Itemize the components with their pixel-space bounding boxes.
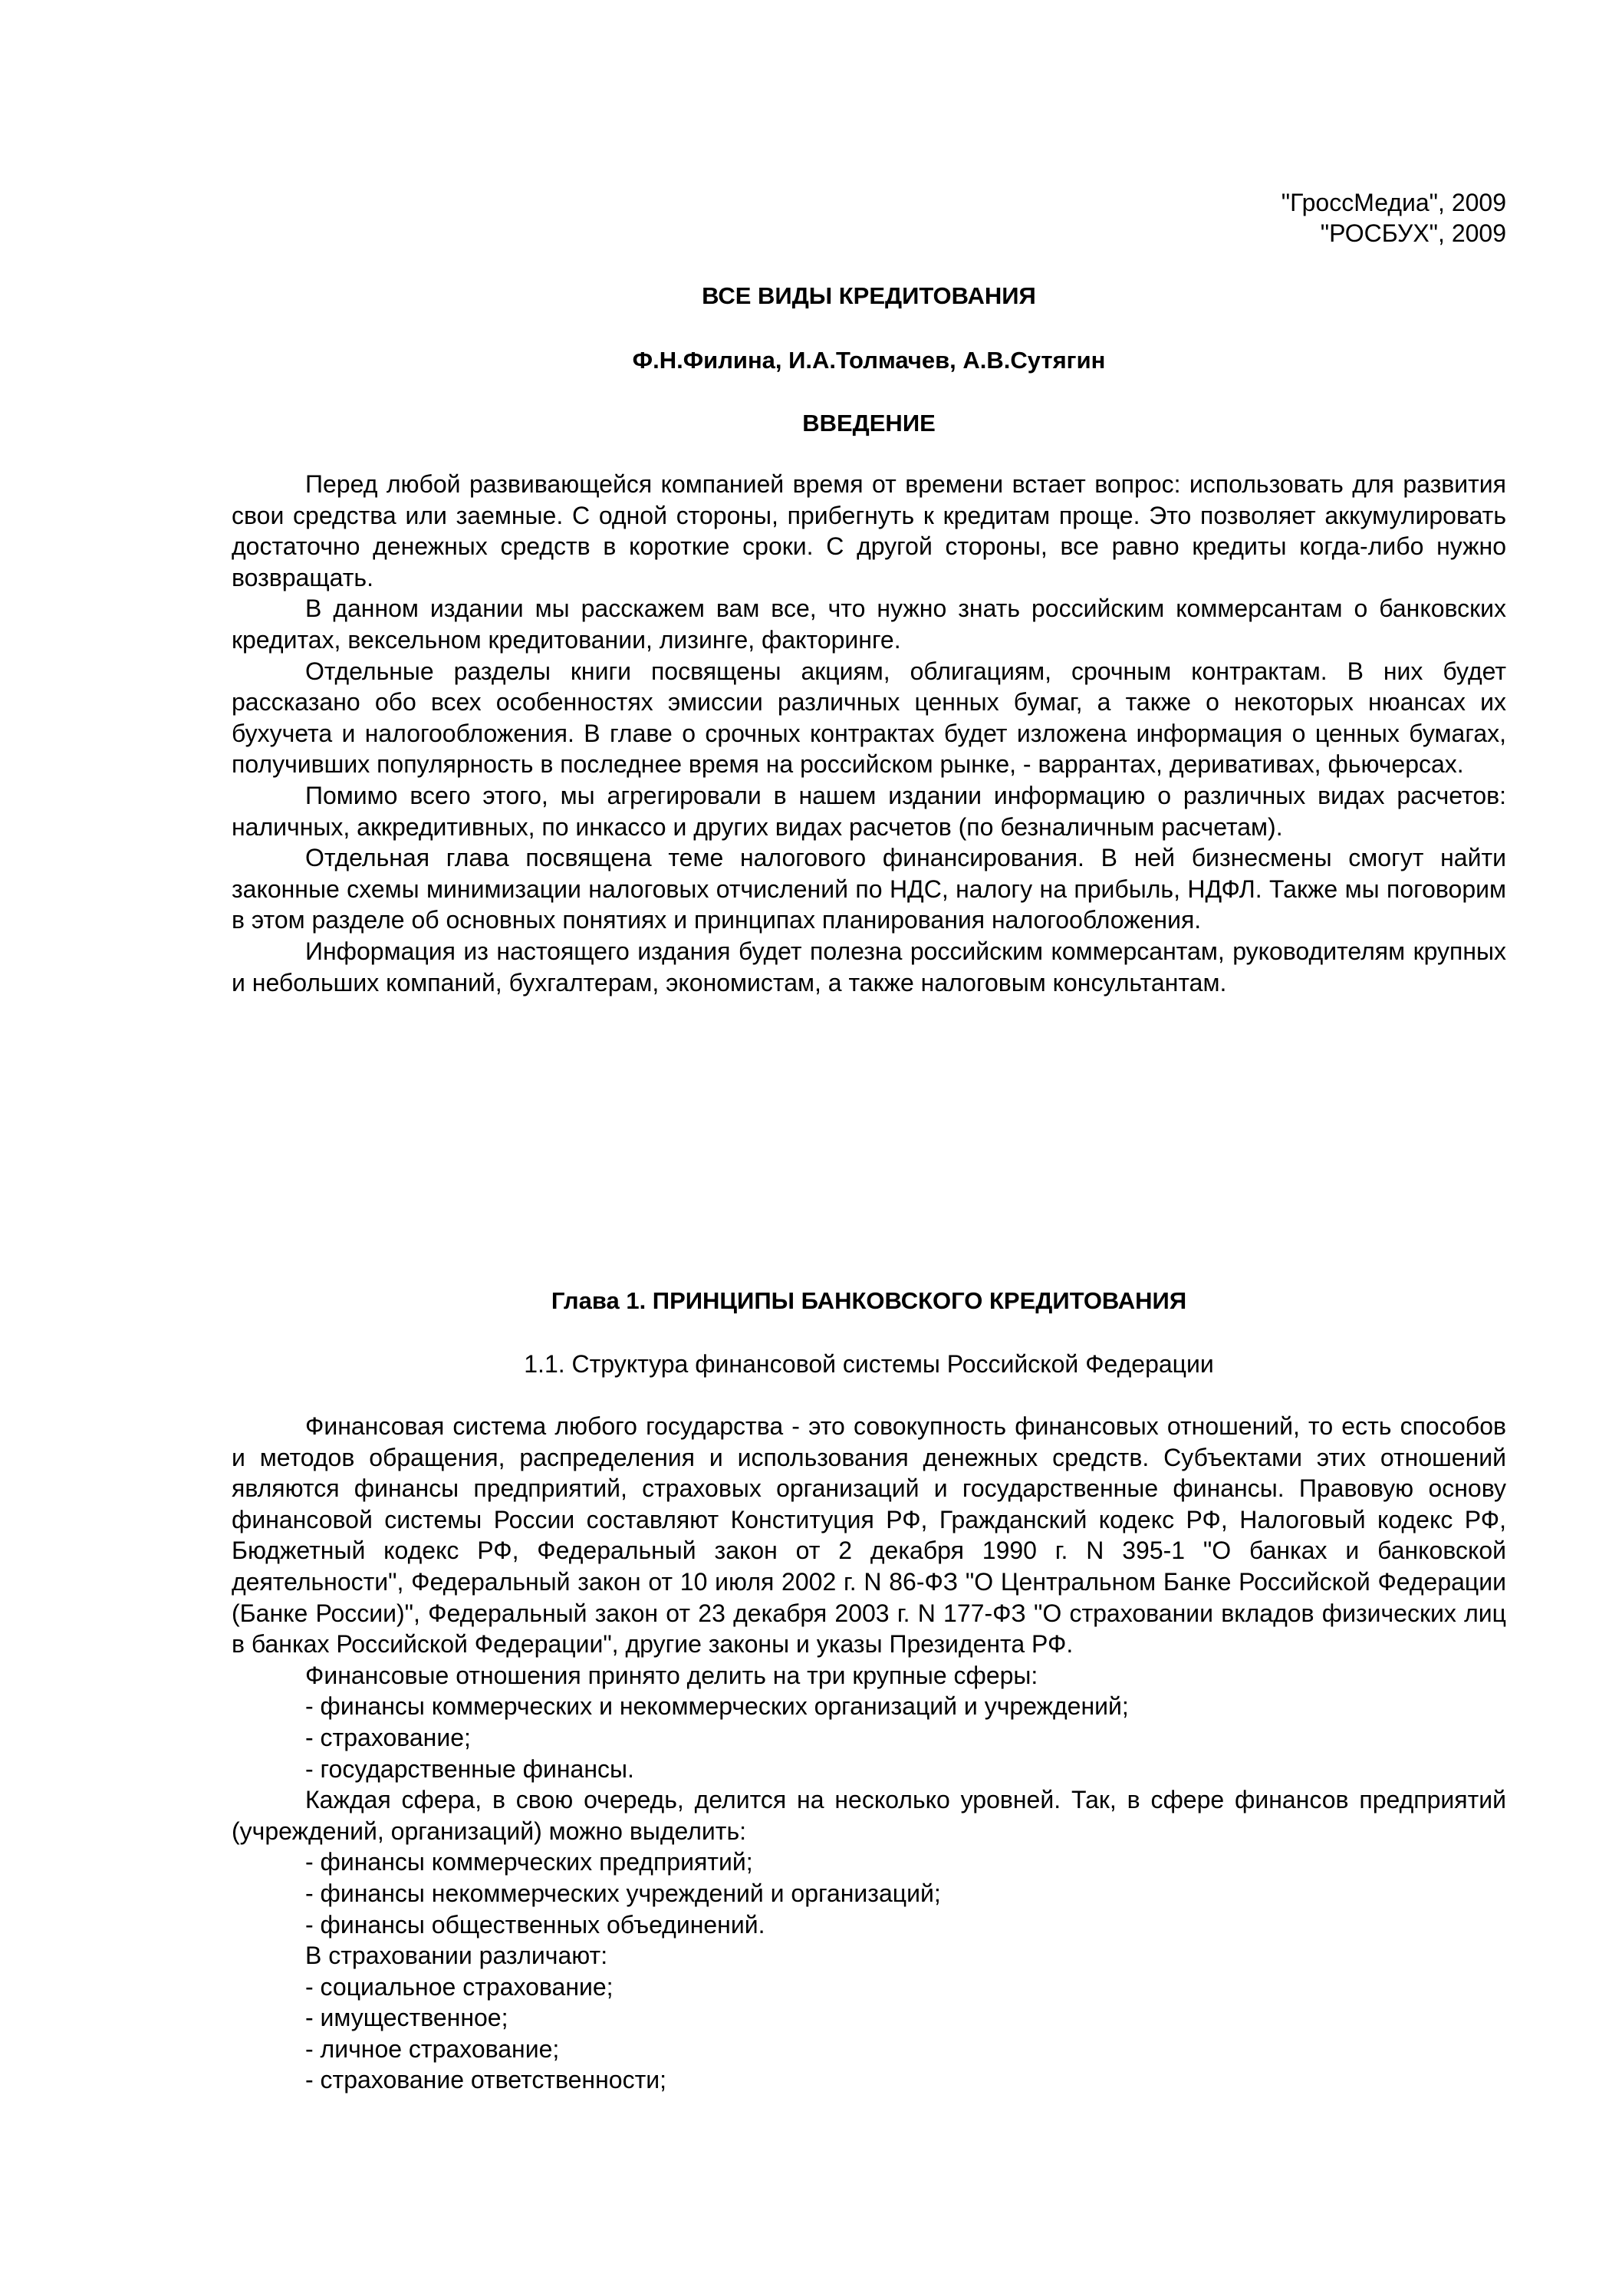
intro-text	[232, 469, 1506, 998]
publisher-line-2: "РОСБУХ", 2009	[1320, 219, 1506, 247]
intro-paragraph: В данном издании мы расскажем вам все, что нужно знать российским коммерсантам о банковских кредитах, вексельном кредитовании, лизинге, факторинге.	[232, 595, 1506, 654]
spheres-intro: Финансовые отношения принято делить на три крупные сферы:	[305, 1661, 1038, 1689]
chapter-paragraph: Финансовая система любого государства - это совокупность финансовых отношений, то есть способов и методов обращения, распределения и использования денежных средств. Субъектами этих отношений являются финансы предприятий, страховых организаций и государственные финансы. Правовую основу финансовой системы России составляют Конституция РФ, Гражданский кодекс РФ, Налоговый кодекс РФ, Бюджетный кодекс РФ, Федеральный закон от 2 декабря 1990 г. N 395-1 "О банках и банковской деятельности", Федеральный закон от 10 июля 2002 г. N 86-ФЗ "О Центральном Банке Российской Федерации (Банке России)", Федеральный закон от 23 декабря 2003 г. N 177-ФЗ "О страховании вкладов физических лиц в банках Российской Федерации", другие законы и указы Президента РФ.	[232, 1412, 1506, 1659]
list-item: - финансы некоммерческих учреждений и организаций;	[305, 1879, 941, 1907]
list-item: - финансы коммерческих предприятий;	[305, 1848, 753, 1876]
book-title: ВСЕ ВИДЫ КРЕДИТОВАНИЯ	[702, 282, 1036, 309]
intro-paragraph: Отдельная глава посвящена теме налогового финансирования. В ней бизнесмены смогут найти законные схемы минимизации налоговых отчислений по НДС, налогу на прибыль, НДФЛ. Также мы поговорим в этом разделе об основных понятиях и принципах планирования налогообложения.	[232, 844, 1506, 934]
publisher-line-1: "ГроссМедиа", 2009	[1281, 189, 1506, 216]
intro-paragraph: Отдельные разделы книги посвящены акциям, облигациям, срочным контрактам. В них будет рассказано обо всех особенностях эмиссии различных ценных бумаг, а также о некоторых нюансах их бухучета и налогообложения. В главе о срочных контрактах будет изложена информация о ценных бумагах, получивших популярность в последнее время на российском рынке, - варрантах, деривативах, фьючерсах.	[232, 657, 1506, 779]
intro-paragraph: Информация из настоящего издания будет полезна российским коммерсантам, руководителям крупных и небольших компаний, бухгалтерам, экономистам, а также налоговым консультантам.	[232, 937, 1506, 996]
book-authors: Ф.Н.Филина, И.А.Толмачев, А.В.Сутягин	[632, 347, 1106, 374]
intro-heading: ВВЕДЕНИЕ	[802, 410, 936, 436]
list-item: - страхование ответственности;	[305, 2066, 666, 2094]
intro-paragraph: Помимо всего этого, мы агрегировали в нашем издании информацию о различных видах расчетов: наличных, аккредитивных, по инкассо и других видах расчетов (по безналичным расчетам).	[232, 781, 1506, 841]
list-item: - государственные финансы.	[305, 1754, 634, 1783]
insurance-intro: В страховании различают:	[305, 1942, 608, 1970]
list-item: - личное страхование;	[305, 2034, 560, 2063]
list-item: - социальное страхование;	[305, 1972, 614, 2001]
list-item: - имущественное;	[305, 2004, 508, 2032]
intro-paragraph: Перед любой развивающейся компанией время от времени встает вопрос: использовать для развития свои средства или заемные. С одной стороны, прибегнуть к кредитам проще. Это позволяет аккумулировать достаточно денежных средств в короткие сроки. С другой стороны, все равно кредиты когда-либо нужно возвращать.	[232, 470, 1506, 591]
chapter-text	[232, 1411, 1506, 2096]
section-heading: 1.1. Структура финансовой системы Российской Федерации	[524, 1350, 1214, 1378]
list-item: - страхование;	[305, 1723, 471, 1751]
levels-intro: Каждая сфера, в свою очередь, делится на несколько уровней. Так, в сфере финансов предприятий (учреждений, организаций) можно выделить:	[232, 1786, 1506, 1845]
chapter-heading: Глава 1. ПРИНЦИПЫ БАНКОВСКОГО КРЕДИТОВАНИЯ	[551, 1287, 1187, 1314]
list-item: - финансы общественных объединений.	[305, 1910, 765, 1939]
list-item: - финансы коммерческих и некоммерческих организаций и учреждений;	[305, 1692, 1129, 1721]
